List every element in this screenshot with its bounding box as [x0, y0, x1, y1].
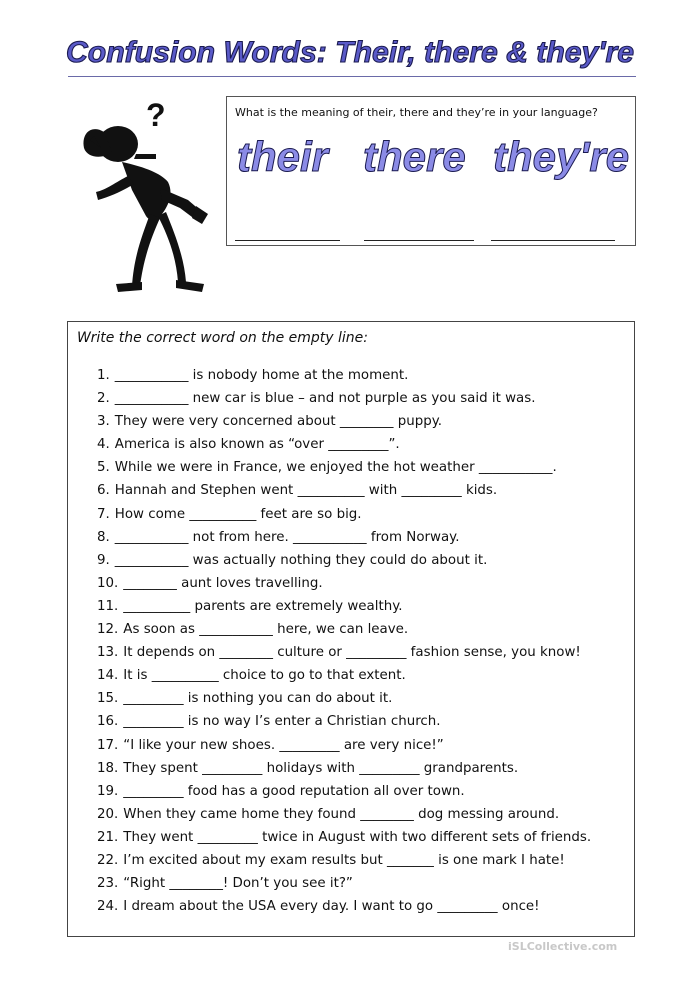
- question-text: It is __________ choice to go to that extent.: [123, 668, 406, 684]
- question-item: [97, 387, 627, 410]
- question-text: I dream about the USA every day. I want to go _________ once!: [123, 899, 540, 915]
- question-number: 2.: [97, 391, 110, 407]
- question-item: [97, 549, 627, 572]
- question-number: 19.: [97, 783, 119, 799]
- question-text: When they came home they found ________ dog messing around.: [123, 806, 560, 822]
- question-number: 22.: [97, 852, 119, 868]
- question-list: [97, 364, 627, 918]
- question-text: ___________ is nobody home at the moment.: [114, 368, 409, 383]
- question-number: 14.: [97, 668, 119, 684]
- question-item: [97, 456, 627, 479]
- answer-line-there[interactable]: [364, 240, 474, 241]
- question-text: I’m excited about my exam results but _______ is one mark I hate!: [123, 852, 565, 868]
- question-number: 11.: [97, 598, 119, 614]
- question-text: They went _________ twice in August with two different sets of friends.: [123, 829, 592, 845]
- question-item: [97, 710, 627, 733]
- question-number: 20.: [97, 806, 119, 822]
- question-item: [97, 895, 627, 918]
- question-number: 7.: [97, 506, 110, 522]
- question-item: [97, 572, 627, 595]
- question-number: 13.: [97, 645, 119, 661]
- question-text: How come __________ feet are so big.: [114, 506, 362, 522]
- question-text: “I like your new shoes. _________ are very nice!”: [123, 737, 444, 753]
- question-text: _________ is nothing you can do about it.: [123, 691, 393, 707]
- question-text: While we were in France, we enjoyed the hot weather ___________.: [114, 460, 557, 476]
- question-item: [97, 479, 627, 502]
- question-number: 17.: [97, 737, 119, 753]
- question-item: [97, 734, 627, 757]
- question-number: 21.: [97, 829, 119, 845]
- question-number: 16.: [97, 714, 119, 730]
- question-text: America is also known as “over _________”.: [114, 437, 400, 453]
- question-item: [97, 433, 627, 456]
- question-number: 10.: [97, 575, 119, 591]
- question-number: 23.: [97, 876, 119, 892]
- question-mark-icon: ?: [146, 97, 166, 133]
- question-text: _________ food has a good reputation all over town.: [123, 783, 465, 799]
- question-number: 4.: [97, 437, 110, 453]
- exercise-instruction: Write the correct word on the empty line:: [77, 330, 369, 346]
- question-item: [97, 687, 627, 710]
- title-underline: [68, 76, 636, 77]
- worksheet-title-text: Confusion Words: Their, there & they're: [66, 36, 635, 69]
- question-text: __________ parents are extremely wealthy.: [123, 598, 403, 614]
- question-item: [97, 595, 627, 618]
- question-item: [97, 618, 627, 641]
- question-text: “Right ________! Don’t you see it?”: [123, 876, 353, 892]
- question-text: ___________ not from here. ___________ from Norway.: [114, 529, 460, 545]
- question-item: [97, 757, 627, 780]
- question-text: ________ aunt loves travelling.: [123, 575, 323, 591]
- question-number: 8.: [97, 529, 110, 545]
- meaning-question: What is the meaning of their, there and they’re in your language?: [235, 106, 598, 119]
- question-text: They were very concerned about ________ puppy.: [114, 414, 442, 430]
- watermark: iSLCollective.com: [508, 940, 618, 953]
- question-text: It depends on ________ culture or _________ fashion sense, you know!: [123, 645, 581, 661]
- question-item: [97, 641, 627, 664]
- question-text: ___________ was actually nothing they could do about it.: [114, 552, 488, 568]
- question-number: 15.: [97, 691, 119, 707]
- word-their: their: [237, 133, 329, 180]
- question-number: 12.: [97, 622, 119, 638]
- exercise-box: [67, 321, 635, 937]
- question-item: [97, 849, 627, 872]
- target-words: [233, 125, 633, 185]
- question-item: [97, 503, 627, 526]
- question-number: 5.: [97, 460, 110, 476]
- question-text: ___________ new car is blue – and not purple as you said it was.: [114, 391, 536, 407]
- question-item: [97, 526, 627, 549]
- question-item: [97, 872, 627, 895]
- question-text: _________ is no way I’s enter a Christian church.: [123, 714, 441, 730]
- question-text: They spent _________ holidays with _________ grandparents.: [123, 760, 519, 776]
- question-item: [97, 803, 627, 826]
- question-item: [97, 826, 627, 849]
- question-number: 18.: [97, 760, 119, 776]
- question-item: [97, 364, 627, 387]
- confused-figure-illustration: [76, 96, 226, 311]
- question-text: Hannah and Stephen went __________ with _________ kids.: [114, 483, 498, 499]
- question-number: 24.: [97, 899, 119, 915]
- question-item: [97, 664, 627, 687]
- worksheet-title: [66, 32, 646, 76]
- word-theyre: they're: [493, 133, 630, 180]
- answer-line-their[interactable]: [235, 240, 340, 241]
- question-number: 6.: [97, 483, 110, 499]
- answer-line-theyre[interactable]: [491, 240, 615, 241]
- question-number: 1.: [97, 368, 110, 383]
- word-there: there: [363, 133, 466, 180]
- meaning-box: [226, 96, 636, 246]
- question-number: 3.: [97, 414, 110, 430]
- question-item: [97, 410, 627, 433]
- question-text: As soon as ___________ here, we can leave.: [123, 622, 409, 638]
- question-item: [97, 780, 627, 803]
- question-number: 9.: [97, 552, 110, 568]
